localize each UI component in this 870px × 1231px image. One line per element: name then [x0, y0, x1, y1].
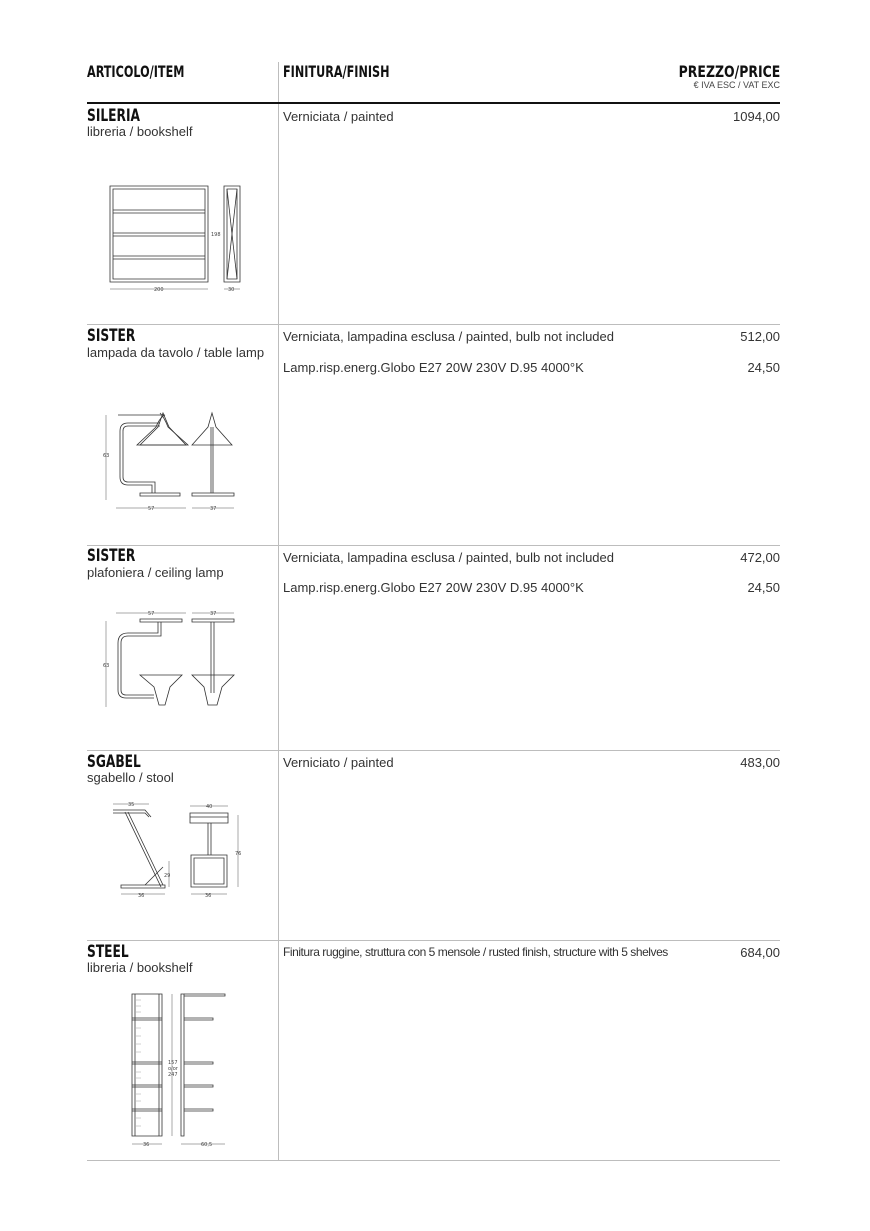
row-divider	[87, 750, 780, 751]
product-subtitle: plafoniera / ceiling lamp	[87, 565, 224, 580]
dim-label: 76	[235, 851, 242, 857]
dim-label: 63	[103, 453, 110, 459]
dim-label: 157	[168, 1060, 178, 1066]
price-text: 24,50	[747, 580, 780, 595]
dim-label: 63	[103, 663, 110, 669]
finish-text: Verniciato / painted	[283, 755, 394, 770]
price-text: 1094,00	[733, 109, 780, 124]
dim-label: o/or	[168, 1066, 178, 1072]
product-subtitle: sgabello / stool	[87, 770, 174, 785]
column-header-price-block	[650, 62, 780, 90]
steel-technical-drawing	[115, 988, 255, 1153]
dim-label: 30	[228, 287, 235, 293]
price-text: 684,00	[740, 945, 780, 960]
product-name: STEEL	[87, 942, 129, 962]
dim-label: 36	[138, 893, 145, 899]
product-subtitle: libreria / bookshelf	[87, 960, 193, 975]
row-divider	[87, 324, 780, 325]
finish-text: Finitura ruggine, struttura con 5 mensole / rusted finish, structure with 5 shelves	[283, 945, 668, 959]
dim-label: 36	[143, 1142, 150, 1148]
dim-label: 60,5	[201, 1142, 213, 1148]
row-divider	[87, 1160, 780, 1161]
sister-table-lamp-technical-drawing	[100, 405, 260, 520]
product-name: SGABEL	[87, 752, 141, 772]
dim-label: 35	[128, 802, 135, 808]
row-divider	[87, 940, 780, 941]
column-header-finish: FINITURA/FINISH	[283, 62, 390, 81]
finish-text: Verniciata, lampadina esclusa / painted, bulb not included	[283, 329, 614, 344]
price-text: 472,00	[740, 550, 780, 565]
product-name: SILERIA	[87, 106, 140, 126]
dim-label: 37	[210, 506, 217, 512]
dim-label: 29	[164, 873, 171, 879]
finish-text: Verniciata, lampadina esclusa / painted, bulb not included	[283, 550, 614, 565]
dim-label: 57	[148, 611, 155, 617]
product-subtitle: lampada da tavolo / table lamp	[87, 345, 265, 360]
price-text: 24,50	[747, 360, 780, 375]
row-divider	[87, 545, 780, 546]
column-header-item: ARTICOLO/ITEM	[87, 62, 185, 81]
finish-text: Lamp.risp.energ.Globo E27 20W 230V D.95 4000°K	[283, 580, 584, 595]
column-divider	[278, 62, 279, 1161]
dim-label: 247	[168, 1072, 178, 1078]
dim-label: 37	[210, 611, 217, 617]
product-name: SISTER	[87, 546, 136, 566]
product-subtitle: libreria / bookshelf	[87, 124, 193, 139]
column-header-price-note: € IVA ESC / VAT EXC	[693, 80, 780, 90]
price-text: 512,00	[740, 329, 780, 344]
product-name: SISTER	[87, 326, 136, 346]
price-text: 483,00	[740, 755, 780, 770]
dim-label: 200	[154, 287, 164, 293]
dim-label: 57	[148, 506, 155, 512]
sgabel-technical-drawing	[105, 795, 255, 905]
column-header-price: PREZZO/PRICE	[678, 62, 780, 81]
sileria-technical-drawing	[100, 178, 260, 298]
finish-text: Lamp.risp.energ.Globo E27 20W 230V D.95 4000°K	[283, 360, 584, 375]
header-rule	[87, 102, 780, 104]
dim-label: 36	[205, 893, 212, 899]
dim-label: 198	[211, 232, 221, 238]
sister-ceiling-lamp-technical-drawing	[100, 605, 260, 715]
finish-text: Verniciata / painted	[283, 109, 394, 124]
dim-label: 40	[206, 804, 213, 810]
